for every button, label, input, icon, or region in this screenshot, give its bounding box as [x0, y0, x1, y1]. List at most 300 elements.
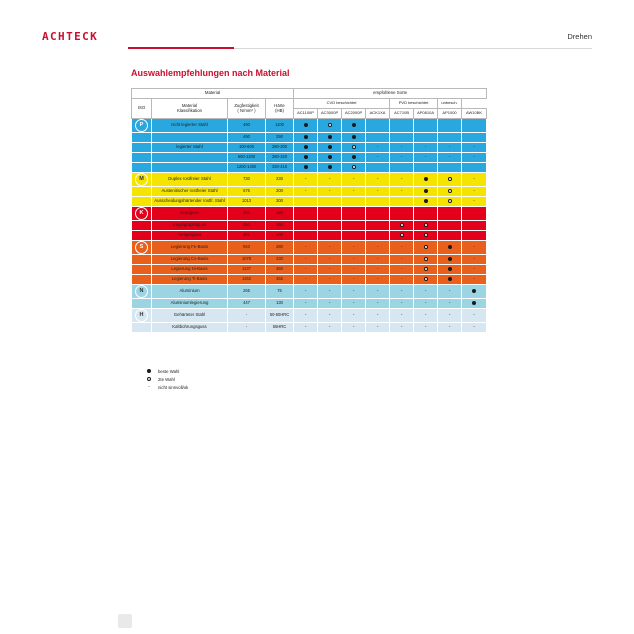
mark-none: - [304, 288, 307, 294]
mark-none: - [328, 300, 331, 306]
iso-group-cell [132, 133, 152, 143]
tensile-cell: 730 [228, 173, 266, 187]
grade-cell-AC3000P [318, 255, 342, 265]
mark-none: - [304, 188, 307, 194]
header-hardness: Härte (HB) [266, 99, 294, 119]
mark-none: - [400, 324, 403, 330]
material-name-cell: Austenitischer rostfreier Stahl [152, 187, 228, 197]
mark-second [147, 377, 151, 381]
mark-best [328, 135, 332, 139]
grade-cell-AC2000P [342, 241, 366, 255]
iso-group-cell [132, 221, 152, 231]
hardness-cell: 180 [266, 207, 294, 221]
tensile-cell: 490 [228, 119, 266, 133]
iso-badge-N: N [135, 285, 148, 298]
grade-cell-AP0810A [414, 231, 438, 241]
grade-cell-AC3000P [318, 241, 342, 255]
grade-cell-AC2000P [342, 187, 366, 197]
grade-cell-AC3000P [318, 153, 342, 163]
header-coating-2: unbesch. [438, 99, 462, 109]
grade-cell-ACK1XA [366, 153, 390, 163]
grade-cell-AC2000P [342, 207, 366, 221]
mark-none: - [352, 266, 355, 272]
legend [142, 367, 188, 391]
grade-cell-ACK1XA [366, 197, 390, 207]
mark-best [448, 267, 452, 271]
mark-second [424, 223, 428, 227]
mark-none: - [304, 312, 307, 318]
hardness-cell: 50-60HRC [266, 309, 294, 323]
grade-cell-AC1100P [294, 143, 318, 153]
grade-cell-AW10BK [462, 299, 487, 309]
grade-cell-AC2000P [342, 299, 366, 309]
mark-none: - [400, 144, 403, 150]
mark-best [304, 145, 308, 149]
hardness-cell: 280 [266, 241, 294, 255]
mark-best [472, 289, 476, 293]
grade-cell-ACK1XA [366, 173, 390, 187]
grade-cell-AC3000P [318, 309, 342, 323]
tensile-cell: 250 [228, 207, 266, 221]
mark-second [352, 165, 356, 169]
mark-best [472, 301, 476, 305]
mark-none: - [424, 154, 427, 160]
grade-cell-AP0810A [414, 163, 438, 173]
mark-none: - [376, 154, 379, 160]
grade-cell-AP1000 [438, 255, 462, 265]
table-row [132, 285, 487, 299]
grade-cell-AC3000P [318, 187, 342, 197]
tensile-cell: 490 [228, 133, 266, 143]
material-name-cell: Aluminiumlegierung [152, 299, 228, 309]
brand-underline [128, 47, 234, 49]
hardness-cell: 290 [266, 133, 294, 143]
grade-cell-AP1000 [438, 143, 462, 153]
grade-cell-AP1000 [438, 323, 462, 333]
matrix-header-row-1 [132, 89, 487, 99]
legend-symbol [142, 369, 156, 374]
grade-cell-AP1000 [438, 207, 462, 221]
table-row [132, 133, 487, 143]
grade-cell-AC3000P [318, 163, 342, 173]
grade-cell-AC710B [390, 275, 414, 285]
grade-cell-AP0810A [414, 119, 438, 133]
mark-none: - [473, 188, 475, 194]
grade-cell-AC3000P [318, 285, 342, 299]
mark-none: - [352, 256, 355, 262]
grade-cell-AC2000P [342, 119, 366, 133]
mark-none: - [304, 256, 307, 262]
hardness-cell: 330 [266, 255, 294, 265]
mark-none: - [352, 312, 355, 318]
grade-cell-AW10BK [462, 265, 487, 275]
grade-cell-AC710B [390, 197, 414, 207]
mark-none: - [304, 300, 307, 306]
header-grade-AP1000: AP1000 [438, 109, 462, 119]
tensile-cell: 447 [228, 299, 266, 309]
iso-group-cell [132, 207, 152, 221]
table-row [132, 309, 487, 323]
grade-cell-AC710B [390, 323, 414, 333]
grade-cell-AW10BK [462, 187, 487, 197]
mark-none: - [424, 288, 427, 294]
table-row [132, 153, 487, 163]
material-name-cell: Legierung Ni-Basis [152, 265, 228, 275]
grade-cell-AP0810A [414, 285, 438, 299]
grade-cell-AW10BK [462, 255, 487, 265]
grade-cell-AC710B [390, 119, 414, 133]
mark-none: - [448, 312, 451, 318]
grade-cell-AC1100P [294, 207, 318, 221]
iso-group-cell [132, 153, 152, 163]
mark-none: - [448, 154, 451, 160]
grade-cell-AC3000P [318, 197, 342, 207]
material-name-cell: Aluminium [152, 285, 228, 299]
table-row [132, 231, 487, 241]
mark-none: - [328, 276, 331, 282]
grade-cell-AC2000P [342, 163, 366, 173]
grade-cell-AP0810A [414, 241, 438, 255]
tensile-cell: 265 [228, 285, 266, 299]
hardness-cell: 355 [266, 275, 294, 285]
mark-best [352, 135, 356, 139]
hardness-cell: 55HRC [266, 323, 294, 333]
grade-cell-AC710B [390, 265, 414, 275]
mark-none: - [448, 144, 451, 150]
grade-cell-AC1100P [294, 119, 318, 133]
grade-cell-AC3000P [318, 119, 342, 133]
material-name-cell: Legierung Fe-Basis [152, 241, 228, 255]
grade-cell-AP1000 [438, 197, 462, 207]
grade-cell-AW10BK [462, 285, 487, 299]
legend-item [142, 367, 188, 375]
grade-cell-AW10BK [462, 163, 487, 173]
grade-cell-ACK1XA [366, 133, 390, 143]
hardness-cell: 130 [266, 299, 294, 309]
mark-none: - [473, 154, 475, 160]
table-row [132, 197, 487, 207]
mark-none: - [473, 244, 475, 250]
material-name-cell: legierter Stahl [152, 143, 228, 153]
mark-none: - [352, 176, 355, 182]
grade-cell-AP1000 [438, 133, 462, 143]
mark-best [448, 245, 452, 249]
grade-cell-AC710B [390, 241, 414, 255]
tensile-cell: 300 [228, 231, 266, 241]
grade-cell-AP1000 [438, 173, 462, 187]
material-name-cell: Temperguss [152, 231, 228, 241]
iso-badge-K: K [135, 207, 148, 220]
legend-label: beste Wahl [158, 368, 180, 374]
grade-cell-AP0810A [414, 197, 438, 207]
grade-cell-AP0810A [414, 323, 438, 333]
tensile-cell: 100-600 [228, 143, 266, 153]
grade-cell-AP1000 [438, 119, 462, 133]
table-row [132, 119, 487, 133]
material-name-cell: Ausscheidungshärtender rostfr. Stahl [152, 197, 228, 207]
mark-second [400, 233, 404, 237]
legend-symbol [142, 377, 156, 382]
header-classification: Material Klassifikation [152, 99, 228, 119]
mark-none: - [424, 144, 427, 150]
mark-none: - [424, 324, 427, 330]
mark-second [424, 245, 428, 249]
grade-cell-AC2000P [342, 309, 366, 323]
mark-none: - [352, 244, 355, 250]
grade-cell-AP0810A [414, 255, 438, 265]
grade-cell-ACK1XA [366, 255, 390, 265]
mark-best [424, 199, 428, 203]
grade-cell-AC710B [390, 143, 414, 153]
grade-cell-AP1000 [438, 265, 462, 275]
mark-none: - [400, 244, 403, 250]
mark-none: - [376, 288, 379, 294]
tensile-cell: 1013 [228, 197, 266, 207]
tensile-cell: 1262 [228, 275, 266, 285]
grade-cell-AC2000P [342, 265, 366, 275]
iso-group-cell [132, 187, 152, 197]
mark-none: - [473, 266, 475, 272]
table-row [132, 323, 487, 333]
iso-badge-M: M [135, 173, 148, 186]
grade-cell-AW10BK [462, 119, 487, 133]
mark-none: - [448, 288, 451, 294]
grade-cell-AP1000 [438, 221, 462, 231]
mark-none: - [424, 300, 427, 306]
grade-cell-AC1100P [294, 241, 318, 255]
mark-none: - [376, 144, 379, 150]
mark-none: - [376, 276, 379, 282]
iso-group-cell [132, 285, 152, 299]
grade-cell-AC1100P [294, 275, 318, 285]
grade-cell-AC3000P [318, 299, 342, 309]
grade-cell-AP0810A [414, 299, 438, 309]
grade-cell-AP0810A [414, 207, 438, 221]
material-name-cell: Grauguss [152, 207, 228, 221]
grade-cell-AP0810A [414, 153, 438, 163]
grade-cell-AC3000P [318, 231, 342, 241]
header-grade-AC710B: AC710B [390, 109, 414, 119]
brand-logo: ACHTECK [42, 30, 99, 43]
mark-none: - [448, 324, 451, 330]
grade-cell-AC1100P [294, 255, 318, 265]
mark-none: - [473, 198, 475, 204]
header-grades: empfohlene Sorte [294, 89, 487, 99]
mark-none: - [352, 300, 355, 306]
mark-none: - [328, 288, 331, 294]
grade-cell-AC3000P [318, 265, 342, 275]
grade-cell-AC710B [390, 221, 414, 231]
grade-cell-ACK1XA [366, 187, 390, 197]
legend-item [142, 375, 188, 383]
grade-cell-AC1100P [294, 153, 318, 163]
grade-cell-AP1000 [438, 309, 462, 323]
grade-cell-AW10BK [462, 231, 487, 241]
grade-cell-ACK1XA [366, 221, 390, 231]
material-name-cell: Gehärteter Stahl [152, 309, 228, 323]
mark-none: - [376, 300, 379, 306]
iso-group-cell [132, 323, 152, 333]
header-grade-AP0810A: AP0810A [414, 109, 438, 119]
page-corner-mark [118, 614, 132, 628]
grade-cell-AC1100P [294, 285, 318, 299]
grade-cell-AP1000 [438, 231, 462, 241]
grade-cell-AC1100P [294, 133, 318, 143]
legend-item [142, 383, 188, 391]
mark-none: - [376, 266, 379, 272]
mark-none: - [376, 312, 379, 318]
grade-cell-AC710B [390, 299, 414, 309]
table-row [132, 265, 487, 275]
table-row [132, 221, 487, 231]
header-grade-AC2000P: AC2000P [342, 109, 366, 119]
grade-cell-AC2000P [342, 323, 366, 333]
grade-cell-AC2000P [342, 285, 366, 299]
grade-cell-ACK1XA [366, 323, 390, 333]
matrix-table [131, 88, 487, 333]
mark-none: - [424, 312, 427, 318]
mark-best [304, 155, 308, 159]
grade-cell-AW10BK [462, 241, 487, 255]
mark-none: - [352, 324, 355, 330]
grade-cell-AC2000P [342, 255, 366, 265]
mark-none: - [400, 188, 403, 194]
iso-group-cell [132, 231, 152, 241]
table-row [132, 173, 487, 187]
grade-cell-AC3000P [318, 173, 342, 187]
mark-none: - [376, 324, 379, 330]
mark-best [328, 145, 332, 149]
iso-badge-S: S [135, 241, 148, 254]
mark-none: - [328, 244, 331, 250]
table-row [132, 163, 487, 173]
table-row [132, 299, 487, 309]
header-tensile: Zugfestigkeit ( N/mm² ) [228, 99, 266, 119]
tensile-cell: 1078 [228, 255, 266, 265]
grade-cell-AC3000P [318, 275, 342, 285]
grade-cell-AW10BK [462, 221, 487, 231]
material-name-cell: Kugelgraphitguss [152, 221, 228, 231]
grade-cell-AW10BK [462, 133, 487, 143]
grade-cell-ACK1XA [366, 231, 390, 241]
mark-none: - [473, 256, 475, 262]
header-material: Material [132, 89, 294, 99]
table-row [132, 187, 487, 197]
header-grade-AC3000P: AC3000P [318, 109, 342, 119]
material-name-cell [152, 153, 228, 163]
grade-cell-AC2000P [342, 231, 366, 241]
grade-cell-AC3000P [318, 143, 342, 153]
table-row [132, 255, 487, 265]
mark-best [328, 155, 332, 159]
header-grade-ACK1XA: ACK1XA [366, 109, 390, 119]
page-header [0, 30, 634, 56]
mark-none: - [328, 176, 331, 182]
mark-second [328, 123, 332, 127]
hardness-cell: 350 [266, 265, 294, 275]
tensile-cell: 1137 [228, 265, 266, 275]
grade-cell-AP0810A [414, 275, 438, 285]
grade-cell-AP0810A [414, 173, 438, 187]
mark-none: - [352, 276, 355, 282]
mark-none: - [400, 276, 403, 282]
grade-cell-AP1000 [438, 275, 462, 285]
matrix-header-row-2 [132, 99, 487, 109]
mark-none: - [376, 188, 379, 194]
mark-none: - [473, 276, 475, 282]
grade-cell-AC710B [390, 133, 414, 143]
tensile-cell: 600-1200 [228, 153, 266, 163]
grade-cell-AC3000P [318, 207, 342, 221]
mark-second [400, 223, 404, 227]
mark-none: - [400, 312, 403, 318]
grade-cell-AW10BK [462, 197, 487, 207]
grade-cell-AW10BK [462, 275, 487, 285]
material-name-cell [152, 163, 228, 173]
grade-cell-AC1100P [294, 173, 318, 187]
grade-cell-AC1100P [294, 187, 318, 197]
mark-none: - [376, 256, 379, 262]
grade-cell-AC1100P [294, 323, 318, 333]
mark-best [304, 135, 308, 139]
grade-cell-AC3000P [318, 221, 342, 231]
tensile-cell: - [228, 309, 266, 323]
iso-group-cell [132, 265, 152, 275]
grade-cell-ACK1XA [366, 143, 390, 153]
material-name-cell [152, 133, 228, 143]
grade-cell-AC1100P [294, 197, 318, 207]
tensile-cell: 350 [228, 221, 266, 231]
mark-none: - [400, 256, 403, 262]
grade-cell-AW10BK [462, 323, 487, 333]
hardness-cell: 1100 [266, 119, 294, 133]
mark-best [304, 165, 308, 169]
mark-second [424, 233, 428, 237]
grade-cell-AW10BK [462, 173, 487, 187]
iso-badge-P: P [135, 119, 148, 132]
table-row [132, 207, 487, 221]
mark-second [352, 145, 356, 149]
mark-best [328, 165, 332, 169]
grade-cell-AC3000P [318, 133, 342, 143]
mark-none: - [400, 288, 403, 294]
grade-cell-AC710B [390, 255, 414, 265]
mark-none: - [376, 176, 379, 182]
mark-none: - [328, 324, 331, 330]
grade-cell-AC1100P [294, 231, 318, 241]
material-name-cell: Legierung Co-Basis [152, 255, 228, 265]
mark-best [147, 369, 151, 373]
iso-group-cell [132, 197, 152, 207]
mark-none: - [473, 312, 475, 318]
mark-none: - [328, 312, 331, 318]
grade-cell-ACK1XA [366, 299, 390, 309]
grade-cell-AP1000 [438, 285, 462, 299]
iso-group-cell [132, 119, 152, 133]
iso-group-cell [132, 275, 152, 285]
grade-cell-AP0810A [414, 221, 438, 231]
grade-cell-AC1100P [294, 309, 318, 323]
grade-cell-AC710B [390, 207, 414, 221]
grade-cell-AW10BK [462, 309, 487, 323]
grade-cell-AC1100P [294, 221, 318, 231]
grade-cell-AC710B [390, 163, 414, 173]
mark-best [304, 123, 308, 127]
mark-none: - [400, 154, 403, 160]
grade-cell-AP1000 [438, 241, 462, 255]
header-grade-AC1100P: AC1100P [294, 109, 318, 119]
tensile-cell: 943 [228, 241, 266, 255]
